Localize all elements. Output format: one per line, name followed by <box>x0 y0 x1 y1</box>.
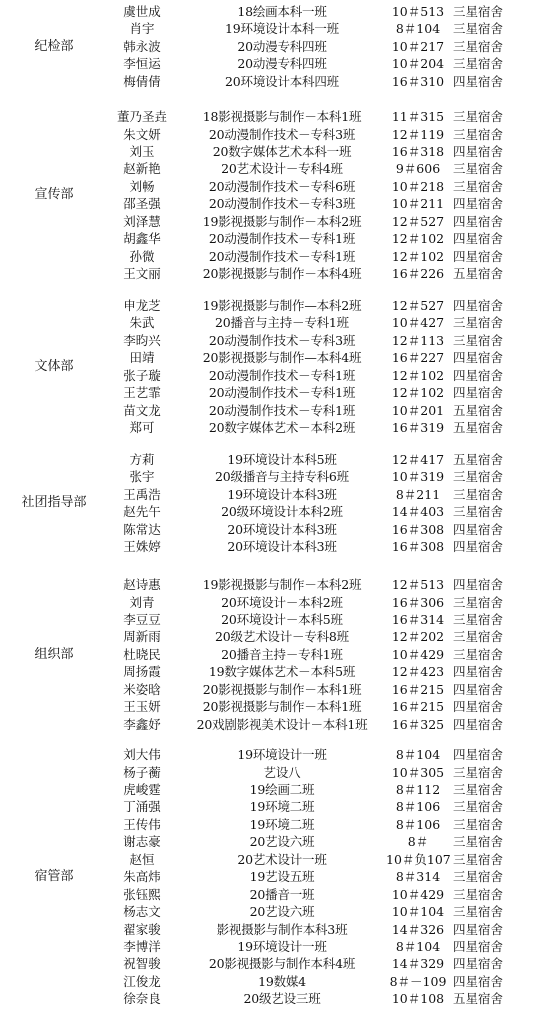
class-cell: 20动漫制作技术－专科6班 <box>208 178 356 194</box>
roster-row <box>0 384 559 401</box>
room-cell: 10＃429 <box>391 886 445 902</box>
room-cell: 10＃204 <box>391 56 445 72</box>
room-cell: 10＃负107 <box>386 851 451 867</box>
roster-row <box>0 611 559 628</box>
level-cell: 四星宿舍 <box>453 681 504 697</box>
roster-row <box>0 921 559 938</box>
class-cell: 20艺术设计一班 <box>237 851 327 867</box>
class-cell: 20影视摄影与制作－本科1班 <box>202 681 362 697</box>
level-cell: 三星宿舍 <box>453 21 504 37</box>
roster-row <box>0 265 559 282</box>
class-cell: 19艺设五班 <box>249 869 315 885</box>
roster-row <box>0 716 559 733</box>
room-cell: 14＃326 <box>391 921 445 937</box>
room-cell: 16＃308 <box>391 521 445 537</box>
level-cell: 三星宿舍 <box>453 178 504 194</box>
level-cell: 四星宿舍 <box>453 699 504 715</box>
class-cell: 19影视摄影与制作－本科2班 <box>202 213 362 229</box>
roster-row <box>0 108 559 125</box>
class-cell: 18影视摄影与制作－本科1班 <box>202 109 362 124</box>
level-cell: 四星宿舍 <box>453 298 504 313</box>
class-cell: 20动漫制作技术－专科1班 <box>208 231 356 247</box>
room-cell: 10＃427 <box>391 315 445 331</box>
level-cell: 三星宿舍 <box>453 126 504 142</box>
level-cell: 三星宿舍 <box>453 816 504 832</box>
class-cell: 20数字媒体艺术－本科2班 <box>208 420 356 436</box>
level-cell: 三星宿舍 <box>453 611 504 627</box>
room-cell: 12＃119 <box>391 126 445 142</box>
roster-row <box>0 143 559 160</box>
room-cell: 10＃319 <box>391 469 445 485</box>
roster-row <box>0 538 559 555</box>
roster-row <box>0 973 559 990</box>
room-cell: 16＃325 <box>391 716 445 732</box>
room-cell: 8＃112 <box>395 781 441 797</box>
roster-row <box>0 213 559 230</box>
room-cell: 10＃429 <box>391 646 445 662</box>
level-cell: 三星宿舍 <box>453 834 504 850</box>
room-cell: 8＃ <box>407 834 429 850</box>
level-cell: 三星宿舍 <box>453 886 504 902</box>
class-cell: 20戏剧影视美术设计－本科1班 <box>196 716 368 732</box>
level-cell: 四星宿舍 <box>453 539 504 555</box>
level-cell: 三星宿舍 <box>453 799 504 815</box>
room-cell: 16＃319 <box>391 420 445 436</box>
class-cell: 19环境二班 <box>249 816 315 832</box>
class-cell: 20级艺术设计－专科8班 <box>215 629 349 645</box>
name-cell: 杜晓民 <box>123 646 161 662</box>
roster-row <box>0 663 559 680</box>
class-cell: 20影视摄影与制作—本科4班 <box>202 350 362 366</box>
room-cell: 10＃108 <box>391 991 445 1007</box>
roster-row <box>0 195 559 212</box>
class-cell: 19绘画二班 <box>249 781 315 797</box>
name-cell: 王姝婷 <box>123 539 161 555</box>
roster-row <box>0 698 559 715</box>
level-cell: 三星宿舍 <box>453 315 504 331</box>
roster-row <box>0 3 559 20</box>
class-cell: 19数媒4 <box>258 973 306 989</box>
name-cell: 虞世成 <box>123 4 161 19</box>
name-cell: 翟家骏 <box>123 921 161 937</box>
class-cell: 19环境二班 <box>249 799 315 815</box>
name-cell: 李昀兴 <box>123 332 161 348</box>
class-cell: 19环境设计本科5班 <box>227 452 337 467</box>
room-cell: 12＃102 <box>391 248 445 264</box>
class-cell: 20影视摄影与制作本科4班 <box>208 956 356 972</box>
name-cell: 方莉 <box>129 452 155 467</box>
class-cell: 20播音一班 <box>249 886 315 902</box>
roster-row <box>0 903 559 920</box>
name-cell: 朱文妍 <box>123 126 161 142</box>
class-cell: 20数字媒体艺术本科一班 <box>212 143 352 159</box>
level-cell: 三星宿舍 <box>453 646 504 662</box>
name-cell: 申龙芝 <box>123 298 161 313</box>
roster-row <box>0 160 559 177</box>
room-cell: 8＃106 <box>395 799 441 815</box>
name-cell: 李鑫妤 <box>123 716 161 732</box>
name-cell: 李豆豆 <box>123 611 161 627</box>
class-cell: 20播音主持－专科1班 <box>221 646 343 662</box>
class-cell: 20环境设计－本科2班 <box>221 594 343 610</box>
class-cell: 19环境设计一班 <box>237 747 327 762</box>
class-cell: 20艺设六班 <box>249 834 315 850</box>
class-cell: 19数字媒体艺术－本科5班 <box>208 664 356 680</box>
roster-row <box>0 886 559 903</box>
room-cell: 10＃201 <box>391 402 445 418</box>
roster-row <box>0 178 559 195</box>
roster-row <box>0 126 559 143</box>
room-cell: 12＃102 <box>391 385 445 401</box>
level-cell: 五星宿舍 <box>453 991 504 1007</box>
department-label: 文体部 <box>34 358 74 374</box>
room-cell: 16＃314 <box>391 611 445 627</box>
name-cell: 王禹浩 <box>123 486 161 502</box>
name-cell: 刘泽慧 <box>123 213 161 229</box>
name-cell: 米姿晗 <box>123 681 161 697</box>
roster-row <box>0 521 559 538</box>
class-cell: 20动漫制作技术－专科3班 <box>208 196 356 212</box>
room-cell: 10＃513 <box>391 4 445 19</box>
level-cell: 五星宿舍 <box>453 420 504 436</box>
class-cell: 20播音与主持－专科1班 <box>215 315 349 331</box>
level-cell: 三星宿舍 <box>453 904 504 919</box>
class-cell: 20环境设计本科3班 <box>227 539 337 555</box>
level-cell: 四星宿舍 <box>453 973 504 989</box>
roster-row <box>0 646 559 663</box>
level-cell: 三星宿舍 <box>453 161 504 177</box>
room-cell: 12＃527 <box>391 213 445 229</box>
roster-row <box>0 955 559 972</box>
room-cell: 12＃102 <box>391 231 445 247</box>
level-cell: 三星宿舍 <box>453 629 504 645</box>
level-cell: 三星宿舍 <box>453 594 504 610</box>
name-cell: 江俊龙 <box>123 973 161 989</box>
level-cell: 四星宿舍 <box>453 716 504 732</box>
name-cell: 邵圣强 <box>123 196 161 212</box>
class-cell: 艺设八 <box>263 764 301 780</box>
name-cell: 王传伟 <box>123 816 161 832</box>
name-cell: 郑可 <box>129 420 155 436</box>
room-cell: 16＃215 <box>391 699 445 715</box>
name-cell: 李博洋 <box>123 939 161 954</box>
name-cell: 王艺霏 <box>123 385 161 401</box>
room-cell: 14＃403 <box>391 504 445 520</box>
class-cell: 19环境设计一班 <box>237 939 327 954</box>
room-cell: 12＃417 <box>391 452 445 467</box>
room-cell: 16＃227 <box>391 350 445 366</box>
name-cell: 刘青 <box>129 594 155 610</box>
level-cell: 四星宿舍 <box>453 921 504 937</box>
level-cell: 五星宿舍 <box>453 402 504 418</box>
class-cell: 影视摄影与制作本科3班 <box>216 921 348 937</box>
level-cell: 四星宿舍 <box>453 73 504 89</box>
roster-row <box>0 230 559 247</box>
roster-row <box>0 816 559 833</box>
roster-row <box>0 938 559 955</box>
name-cell: 孙微 <box>129 248 155 264</box>
roster-row <box>0 332 559 349</box>
roster-row <box>0 38 559 55</box>
class-cell: 19环境设计本科3班 <box>227 486 337 502</box>
room-cell: 10＃217 <box>391 38 445 54</box>
room-cell: 12＃527 <box>391 298 445 313</box>
room-cell: 8＃104 <box>395 747 441 762</box>
level-cell: 三星宿舍 <box>453 4 504 19</box>
class-cell: 20环境设计本科3班 <box>227 521 337 537</box>
level-cell: 三星宿舍 <box>453 781 504 797</box>
class-cell: 20动漫制作技术－专科1班 <box>208 248 356 264</box>
roster-row <box>0 798 559 815</box>
class-cell: 18绘画本科一班 <box>237 4 327 19</box>
roster-row <box>0 20 559 37</box>
room-cell: 8＃314 <box>395 869 441 885</box>
room-cell: 10＃211 <box>391 196 445 212</box>
room-cell: 8＃－109 <box>389 973 447 989</box>
department-label: 组织部 <box>34 646 74 662</box>
name-cell: 王玉妍 <box>123 699 161 715</box>
roster-row <box>0 55 559 72</box>
roster-row <box>0 628 559 645</box>
room-cell: 12＃423 <box>391 664 445 680</box>
level-cell: 三星宿舍 <box>453 109 504 124</box>
department-label: 宿管部 <box>34 868 74 884</box>
roster-row <box>0 349 559 366</box>
name-cell: 谢志豪 <box>123 834 161 850</box>
room-cell: 12＃513 <box>391 577 445 592</box>
room-cell: 16＃215 <box>391 681 445 697</box>
roster-row <box>0 314 559 331</box>
level-cell: 三星宿舍 <box>453 486 504 502</box>
level-cell: 三星宿舍 <box>453 504 504 520</box>
name-cell: 苗文龙 <box>123 402 161 418</box>
class-cell: 20动漫制作技术－专科1班 <box>208 402 356 418</box>
class-cell: 20动漫制作技术－专科3班 <box>208 332 356 348</box>
level-cell: 四星宿舍 <box>453 248 504 264</box>
class-cell: 20动漫专科四班 <box>237 38 327 54</box>
name-cell: 张宇 <box>129 469 155 485</box>
room-cell: 11＃315 <box>391 109 445 124</box>
class-cell: 20动漫专科四班 <box>237 56 327 72</box>
name-cell: 张钰熙 <box>123 886 161 902</box>
roster-row <box>0 764 559 781</box>
room-cell: 16＃226 <box>391 266 445 281</box>
name-cell: 杨志文 <box>123 904 161 919</box>
room-cell: 10＃104 <box>391 904 445 919</box>
class-cell: 20艺术设计－专科4班 <box>221 161 343 177</box>
name-cell: 张子璇 <box>123 367 161 383</box>
name-cell: 梅倩倩 <box>123 73 161 89</box>
roster-row <box>0 851 559 868</box>
level-cell: 三星宿舍 <box>453 38 504 54</box>
level-cell: 三星宿舍 <box>453 869 504 885</box>
class-cell: 20环境设计－本科5班 <box>221 611 343 627</box>
name-cell: 董乃圣垚 <box>116 109 167 124</box>
level-cell: 三星宿舍 <box>453 469 504 485</box>
roster-row <box>0 419 559 436</box>
room-cell: 8＃104 <box>395 21 441 37</box>
class-cell: 20环境设计本科四班 <box>225 73 339 89</box>
roster-row <box>0 468 559 485</box>
level-cell: 三星宿舍 <box>453 851 504 867</box>
roster-row <box>0 781 559 798</box>
class-cell: 20级艺设三班 <box>243 991 321 1007</box>
level-cell: 四星宿舍 <box>453 350 504 366</box>
room-cell: 12＃102 <box>391 367 445 383</box>
name-cell: 赵诗惠 <box>123 577 161 592</box>
level-cell: 四星宿舍 <box>453 664 504 680</box>
roster-row <box>0 746 559 763</box>
room-cell: 8＃104 <box>395 939 441 954</box>
level-cell: 五星宿舍 <box>453 266 504 281</box>
level-cell: 四星宿舍 <box>453 385 504 401</box>
name-cell: 徐奈良 <box>123 991 161 1007</box>
level-cell: 四星宿舍 <box>453 939 504 954</box>
roster-row <box>0 576 559 593</box>
level-cell: 四星宿舍 <box>453 367 504 383</box>
name-cell: 韩永波 <box>123 38 161 54</box>
roster-row <box>0 503 559 520</box>
name-cell: 刘畅 <box>129 178 155 194</box>
room-cell: 12＃202 <box>391 629 445 645</box>
room-cell: 12＃113 <box>391 332 445 348</box>
room-cell: 10＃218 <box>391 178 445 194</box>
name-cell: 田靖 <box>129 350 155 366</box>
room-cell: 16＃308 <box>391 539 445 555</box>
class-cell: 20动漫制作技术－专科1班 <box>208 385 356 401</box>
class-cell: 20动漫制作技术－专科3班 <box>208 126 356 142</box>
department-label: 宣传部 <box>34 187 74 203</box>
class-cell: 20级播音与主持专科6班 <box>215 469 349 485</box>
room-cell: 16＃310 <box>391 73 445 89</box>
class-cell: 19影视摄影与制作－本科2班 <box>202 577 362 592</box>
level-cell: 四星宿舍 <box>453 521 504 537</box>
roster-row <box>0 486 559 503</box>
name-cell: 赵恒 <box>129 851 155 867</box>
room-cell: 10＃305 <box>391 764 445 780</box>
name-cell: 杨子蘅 <box>123 764 161 780</box>
room-cell: 8＃106 <box>395 816 441 832</box>
roster-row <box>0 451 559 468</box>
name-cell: 虎峻霆 <box>123 781 161 797</box>
level-cell: 五星宿舍 <box>453 452 504 467</box>
name-cell: 朱高炜 <box>123 869 161 885</box>
level-cell: 四星宿舍 <box>453 747 504 762</box>
name-cell: 丁涌强 <box>123 799 161 815</box>
name-cell: 胡鑫华 <box>123 231 161 247</box>
roster-row <box>0 681 559 698</box>
roster-row <box>0 402 559 419</box>
room-cell: 16＃318 <box>391 143 445 159</box>
name-cell: 肖宇 <box>129 21 155 37</box>
name-cell: 周新雨 <box>123 629 161 645</box>
room-cell: 8＃211 <box>395 486 441 502</box>
level-cell: 四星宿舍 <box>453 577 504 592</box>
class-cell: 20影视摄影与制作－本科1班 <box>202 699 362 715</box>
level-cell: 三星宿舍 <box>453 764 504 780</box>
name-cell: 王文丽 <box>123 266 161 281</box>
name-cell: 刘大伟 <box>123 747 161 762</box>
name-cell: 赵先午 <box>123 504 161 520</box>
class-cell: 20级环境设计本科2班 <box>221 504 343 520</box>
level-cell: 三星宿舍 <box>453 56 504 72</box>
roster-row <box>0 868 559 885</box>
room-cell: 9＃606 <box>395 161 441 177</box>
roster-row <box>0 594 559 611</box>
name-cell: 周扬霞 <box>123 664 161 680</box>
roster-row <box>0 248 559 265</box>
department-label: 纪检部 <box>34 38 74 54</box>
roster-row <box>0 833 559 850</box>
level-cell: 四星宿舍 <box>453 231 504 247</box>
class-cell: 20艺设六班 <box>249 904 315 919</box>
level-cell: 四星宿舍 <box>453 143 504 159</box>
class-cell: 20动漫制作技术－专科1班 <box>208 367 356 383</box>
level-cell: 三星宿舍 <box>453 332 504 348</box>
roster-row <box>0 297 559 314</box>
class-cell: 20影视摄影与制作－本科4班 <box>202 266 362 281</box>
name-cell: 刘玉 <box>129 143 155 159</box>
level-cell: 四星宿舍 <box>453 213 504 229</box>
class-cell: 19影视摄影与制作—本科2班 <box>202 298 362 313</box>
roster-row <box>0 990 559 1007</box>
name-cell: 朱武 <box>129 315 155 331</box>
roster-row <box>0 367 559 384</box>
level-cell: 四星宿舍 <box>453 956 504 972</box>
name-cell: 祝智骏 <box>123 956 161 972</box>
level-cell: 四星宿舍 <box>453 196 504 212</box>
class-cell: 19环境设计本科一班 <box>225 21 339 37</box>
department-label: 社团指导部 <box>21 495 87 511</box>
name-cell: 李恒运 <box>123 56 161 72</box>
roster-row <box>0 73 559 90</box>
name-cell: 陈常达 <box>123 521 161 537</box>
name-cell: 赵新艳 <box>123 161 161 177</box>
room-cell: 14＃329 <box>391 956 445 972</box>
room-cell: 16＃306 <box>391 594 445 610</box>
